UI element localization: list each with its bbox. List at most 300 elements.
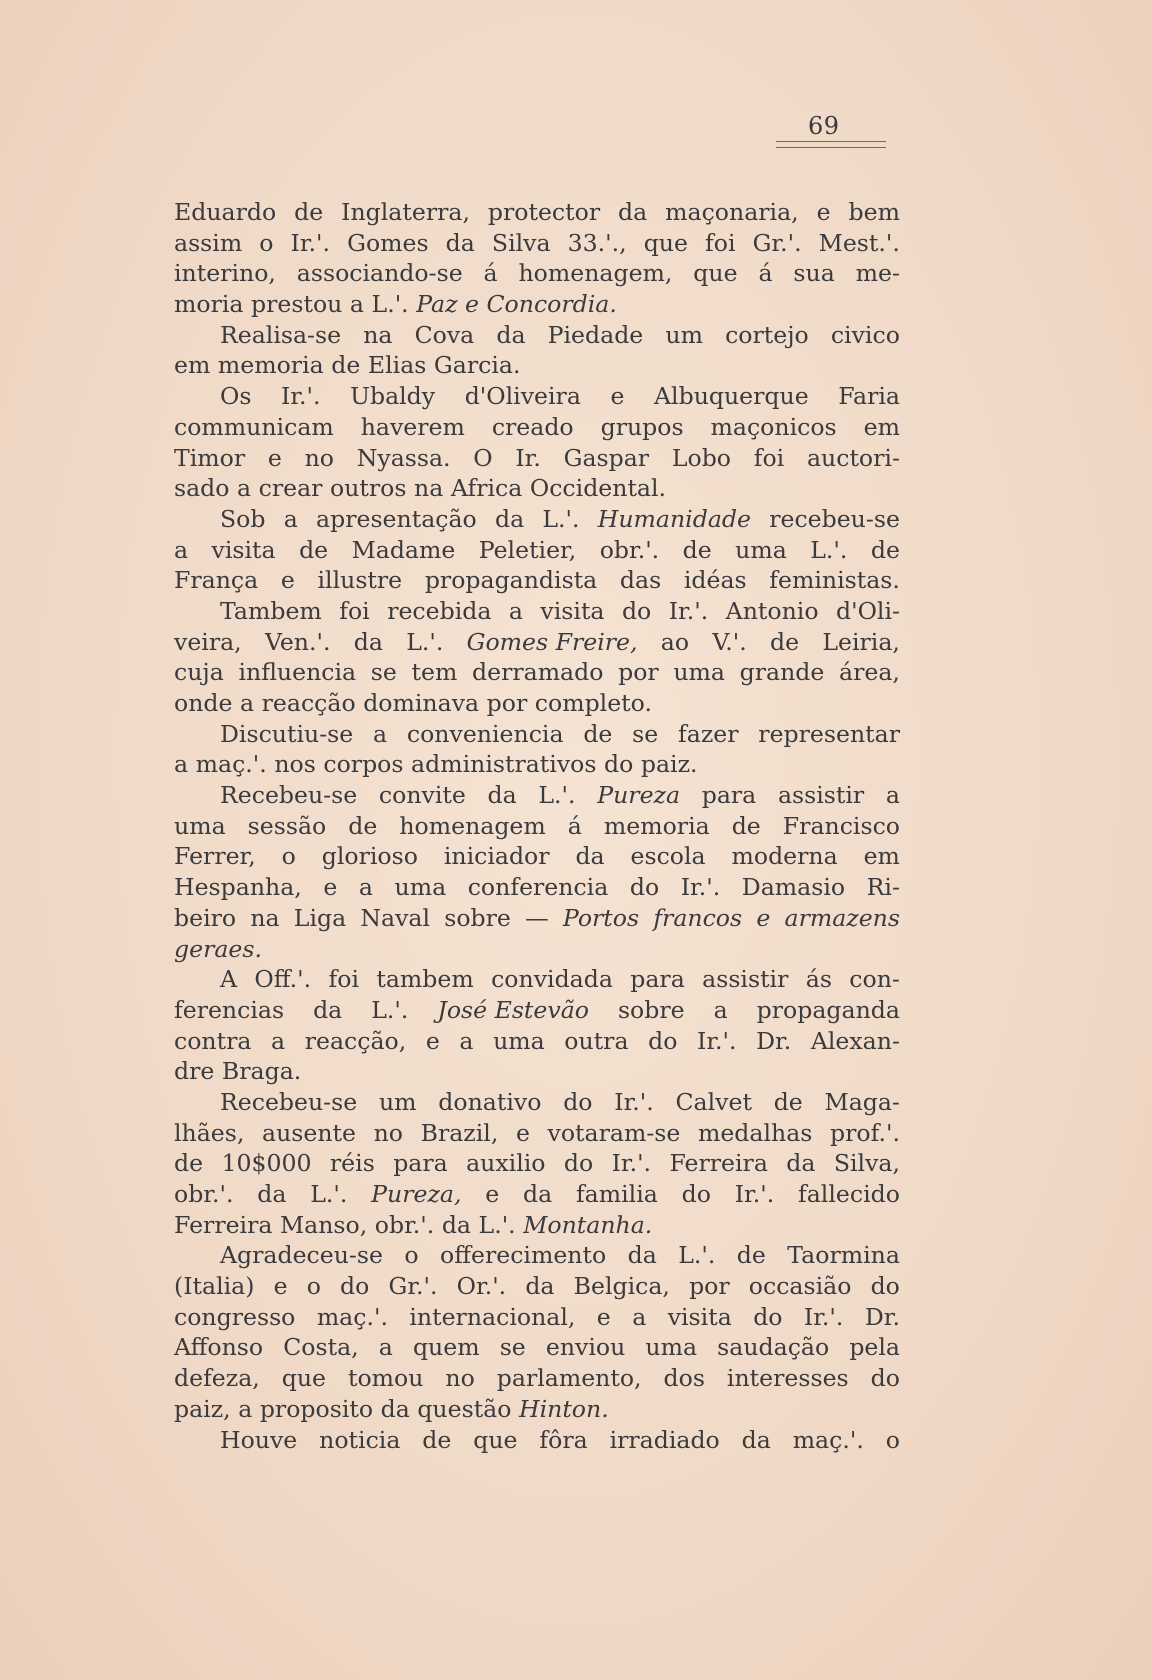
word: Elias [367,351,427,380]
word: Ir.'. [611,1149,652,1178]
word: da [627,1241,657,1270]
word: donativo [438,1087,542,1116]
word: em [174,351,211,380]
word: á [758,259,773,288]
word: Faria [838,382,900,411]
word: assistir [777,781,865,810]
text-line [174,1179,900,1210]
word: a [240,689,255,717]
word: uma [673,658,725,687]
word: da [525,1272,555,1301]
word: parlamento, [496,1364,642,1393]
word: Nyassa. [356,443,451,472]
word: Manso, [280,1210,368,1239]
word: no [373,1118,403,1147]
word: e [515,1118,530,1147]
word: creado [491,412,574,441]
text-line [174,995,900,1026]
word: influencia [238,658,357,687]
word: a [885,781,900,810]
word: representar [758,719,900,748]
word: o [885,1425,900,1454]
word: Ir.'. [680,873,721,902]
word: contra [174,1026,252,1055]
word: maç.'. [792,1425,864,1454]
word: na [250,903,280,932]
word: Ir.'. [803,1302,844,1331]
word: — [525,903,549,932]
word: Brazil, [420,1118,499,1147]
word: paiz, [174,1394,231,1423]
word: Albuquerque [654,382,809,411]
word: prestou [251,290,343,319]
word: communicam [174,412,334,441]
word: lhães, [174,1118,245,1147]
text-line [174,289,900,320]
word: de [870,535,900,564]
word: Ir.'. [697,1026,737,1055]
word: o [281,842,296,871]
word: proposito [259,1394,374,1423]
word: para [393,1149,448,1178]
text-line [174,964,900,995]
word: Humanidade [597,504,751,533]
word: francos [653,903,743,932]
word: Francisco [782,811,900,840]
word: em [863,842,900,871]
text-line [174,1425,900,1456]
word: derramado [472,658,604,687]
word: foi [705,228,736,257]
word: uma [645,1333,698,1362]
word: Ferrer, [174,842,256,871]
word: Alexan- [810,1026,900,1055]
word: e [280,566,295,595]
text-line [174,780,900,811]
word: José Estevão [437,995,589,1024]
word: se [632,719,659,748]
text-line [174,1332,900,1363]
word: réis [329,1149,375,1178]
word: das [619,566,662,595]
word: grupos [600,412,684,441]
word: O [473,443,493,472]
word: bem [848,198,900,226]
word: feministas. [769,566,900,595]
word: paiz. [640,750,698,779]
word: um [665,320,703,349]
word: Leiria, [822,627,900,656]
word: de [682,535,712,564]
word: fazer [678,719,739,748]
word: de [770,627,800,656]
word: e [323,873,338,902]
word: V.'. [712,627,747,656]
word: A [220,965,238,994]
text-line [174,1271,900,1302]
word: d'Oliveira [464,382,581,411]
word: armazens [784,903,900,932]
word: e [756,903,771,932]
word: por [689,1272,730,1301]
word: fôra [539,1425,588,1454]
word: a [632,1302,647,1331]
text-line [174,903,900,934]
word: de [299,535,329,564]
text-line [174,688,900,719]
word: a [358,873,373,902]
word: a [237,474,252,503]
word: a [283,504,298,533]
word: enviou [545,1333,626,1362]
word: maç.'. [195,750,267,779]
word: Or.'. [456,1272,507,1301]
text-line [174,197,900,228]
word: obr.'. [599,535,660,564]
text-line [174,749,900,780]
word: foi [753,443,785,472]
word: na [363,320,393,349]
word: Garcia. [433,351,521,380]
word: Agradeceu-se [220,1241,383,1270]
word: a [508,596,523,625]
word: visita [667,1302,732,1331]
word: conveniencia [406,719,564,748]
word: interino, [174,259,276,288]
text-line [174,1087,900,1118]
text-line [174,627,900,658]
word: do [563,1087,593,1116]
word: completo. [534,689,652,717]
word: do [648,1026,678,1055]
word: dos [663,1364,705,1393]
word: da [257,1180,287,1208]
word: foi [328,965,359,994]
word: a [174,750,189,779]
word: grande [739,658,825,687]
word: offerecimento [440,1241,607,1270]
word: Recebeu-se [220,1087,358,1116]
word: o [306,1272,321,1301]
word: iniciador [443,842,550,871]
word: reacção, [304,1026,407,1055]
word: maçonaria, [665,198,799,226]
word: e [816,198,831,226]
word: reacção [261,689,356,717]
word: escola [630,842,706,871]
word: Ferreira [174,1210,273,1239]
word: (Italia) [174,1272,255,1301]
word: da [353,627,383,656]
word: civico [830,320,900,349]
word: Liga [293,903,347,932]
text-line [174,535,900,566]
word: recebeu-se [769,504,900,533]
text-line [174,841,900,872]
word: Africa [450,474,523,503]
word: moria [174,290,244,319]
word: votaram-se [547,1118,681,1147]
word: uma [493,1026,545,1055]
word: e [485,1180,500,1208]
word: a [174,535,189,564]
text-line [174,228,900,259]
word: saudação [717,1333,830,1362]
word: tem [411,658,458,687]
text-line [174,1210,900,1241]
word: dominava [363,689,480,717]
word: Silva, [833,1149,900,1178]
word: Ir.'. [734,1180,775,1208]
word: da [741,1425,771,1454]
word: da [523,1180,553,1208]
word: da [496,320,526,349]
word: Braga. [221,1057,302,1086]
word: Realisa-se [220,320,342,349]
word: Costa, [283,1333,359,1362]
word: Antonio [725,596,819,625]
word: na [414,474,444,503]
word: que [281,1364,326,1393]
word: interesses [726,1364,849,1393]
text-line [174,657,900,688]
word: questão [417,1394,512,1423]
word: me- [855,259,900,288]
word: corpos [323,750,404,779]
word: outros [330,474,407,503]
word: onde [174,689,233,717]
word: do [621,596,652,625]
word: Naval [360,903,431,932]
word: illustre [317,566,403,595]
word: Portos [562,903,640,932]
word: Ir.'. [290,228,331,257]
text-line [174,1056,900,1087]
word: do [681,1180,711,1208]
word: d'Oli- [836,596,900,625]
word: de [422,1425,452,1454]
text-line [174,719,900,750]
word: apresentação [316,504,477,533]
text-line [174,443,900,474]
word: sessão [247,811,327,840]
word: se [499,1333,526,1362]
word: geraes. [174,934,262,963]
word: pela [849,1333,900,1362]
word: idéas [683,566,747,595]
word: Timor [174,443,246,472]
word: tomou [347,1364,424,1393]
word: cortejo [725,320,809,349]
word: Gomes Freire, [466,627,638,656]
text-line [174,1118,900,1149]
word: Gaspar [563,443,650,472]
word: e [273,1272,288,1301]
word: Paz e Concordia. [416,290,617,319]
word: um [378,1087,417,1116]
text-line [174,1394,900,1425]
word: ferencias [174,995,285,1024]
word: irradiado [609,1425,720,1454]
word: por [486,689,528,717]
word: protector [487,198,601,226]
text-line [174,565,900,596]
word: á [483,259,498,288]
word: de [348,811,378,840]
word: e [596,1302,611,1331]
word: uma [735,535,787,564]
text-line [174,320,900,351]
word: Sob [220,504,266,533]
word: prof.'. [830,1118,900,1147]
word: Eduardo [174,198,277,226]
word: França [174,566,259,595]
word: da [313,995,343,1024]
word: maçonicos [710,412,837,441]
word: Ir.'. [614,1087,654,1116]
text-line [174,381,900,412]
text-line [174,412,900,443]
word: defeza, [174,1364,260,1393]
word: convidada [491,965,613,994]
word: noticia [319,1425,401,1454]
word: Ubaldy [350,382,436,411]
word: do [870,1364,900,1393]
word: Gomes [347,228,429,257]
word: Madame [351,535,456,564]
word: por [618,658,659,687]
word: Hinton. [519,1394,609,1423]
word: Pureza, [371,1180,462,1208]
word: memoria [603,811,710,840]
word: administrativos [411,750,597,779]
text-line [174,811,900,842]
word: propaganda [756,995,900,1024]
word: 10$000 [221,1149,312,1178]
word: maç.'. [316,1302,388,1331]
word: da [445,228,475,257]
word: Piedade [547,320,644,349]
word: crear [258,474,323,503]
word: memoria [217,351,324,380]
word: uma [394,873,447,902]
word: Ir.'. [668,596,709,625]
word: se [370,658,397,687]
word: a [271,1026,286,1055]
word: visita [211,535,276,564]
word: sado [174,474,230,503]
word: para [701,781,757,810]
word: e [425,1026,440,1055]
word: Inglaterra, [341,198,470,226]
word: ausente [262,1118,356,1147]
word: Silva [491,228,551,257]
word: L.'. [406,627,444,656]
word: do [629,873,660,902]
word: de [583,719,613,748]
word: L.'. [478,1210,516,1239]
word: do [870,1272,900,1301]
word: quem [412,1333,480,1362]
word: internacional, [409,1302,576,1331]
word: nos [274,750,316,779]
word: de [736,1241,766,1270]
word: medalhas [697,1118,813,1147]
word: occasião [748,1272,852,1301]
page-number-rule [776,141,886,148]
word: Taormina [787,1241,900,1270]
word: ás [805,965,832,994]
word: dre [174,1057,215,1086]
word: e [267,443,282,472]
word: Affonso [174,1333,264,1362]
body-text [174,197,900,1455]
word: da [494,504,525,533]
word: do [563,1149,594,1178]
word: Calvet [675,1087,752,1116]
word: tambem [376,965,474,994]
word: Hespanha, [174,873,302,902]
word: que [693,259,738,288]
text-line [174,258,900,289]
word: a [373,719,388,748]
word: a [378,1333,393,1362]
word: Ferreira [669,1149,768,1178]
word: Recebeu-se [220,781,358,810]
word: Dr. [756,1026,792,1055]
word: Damasio [741,873,846,902]
text-line [174,1302,900,1333]
word: do [604,750,634,779]
word: foi [339,596,370,625]
word: auxilio [466,1149,546,1178]
word: Os [220,382,252,411]
word: homenagem, [518,259,673,288]
word: da [786,1149,816,1178]
word: de [773,1087,803,1116]
word: glorioso [321,842,418,871]
word: Mest.'. [818,228,900,257]
word: Ir. [515,443,541,472]
word: sua [793,259,835,288]
word: de [331,351,361,380]
word: homenagem [399,811,546,840]
word: a [459,1026,474,1055]
text-line [174,473,900,504]
word: associando-se [296,259,463,288]
text-line [174,1363,900,1394]
word: Pureza [597,781,681,810]
word: L.'. [310,1180,348,1208]
word: familia [575,1180,658,1208]
word: e [610,382,625,411]
word: ao [660,627,690,656]
word: fallecido [798,1180,900,1208]
word: L.'. [678,1241,716,1270]
word: 33.'., [567,228,627,257]
word: a [713,995,728,1024]
word: que [473,1425,518,1454]
word: Gr.'. [388,1272,438,1301]
word: assim [174,228,243,257]
word: sobre [617,995,685,1024]
text-line [174,872,900,903]
word: L.'. [538,781,576,810]
word: Belgica, [573,1272,670,1301]
word: outra [564,1026,629,1055]
word: Ven.'. [264,627,331,656]
word: L.'. [371,995,409,1024]
